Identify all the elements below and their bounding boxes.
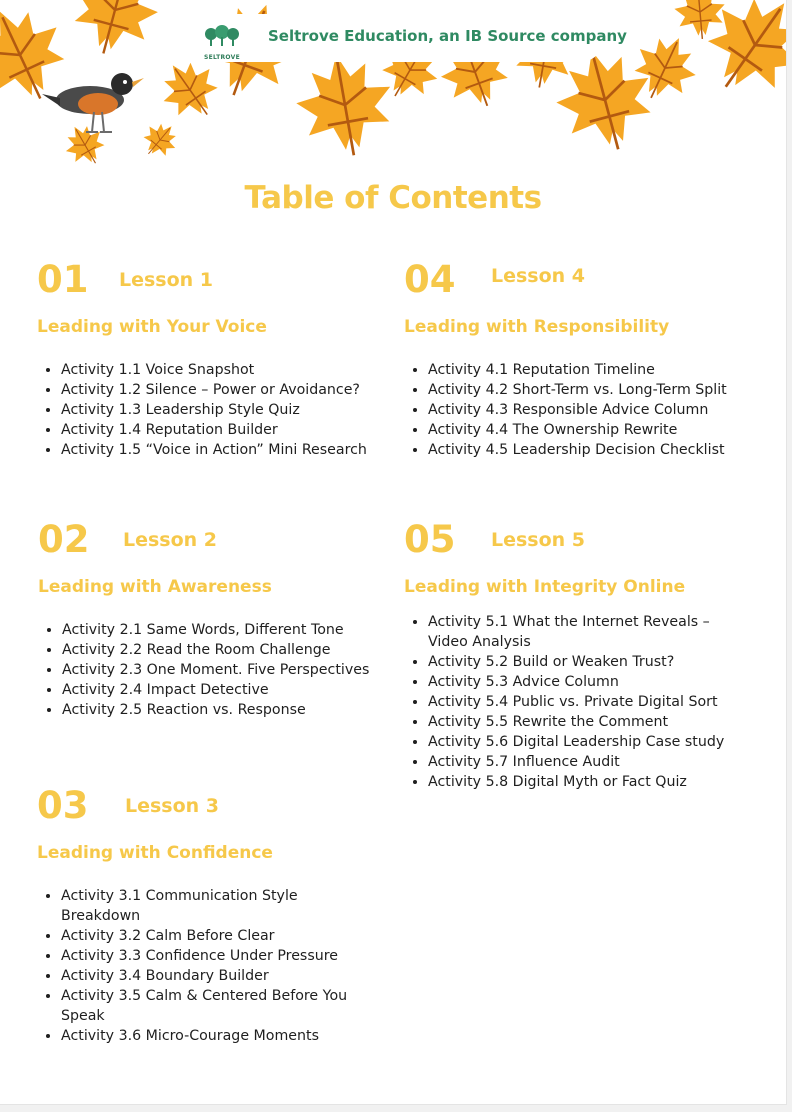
activity-list [45,360,367,460]
brand-name: Seltrove Education, an IB Source company [268,27,627,45]
seltrove-logo-icon [202,24,242,54]
activity-item: • Activity 1.5 “Voice in Action” Mini Research [61,440,367,460]
viewer-edge-bottom [0,1104,792,1112]
activity-item: • Activity 3.5 Calm & Centered Before You Speak [61,986,371,1026]
lesson-title: Leading with Awareness [38,577,272,597]
lesson-section-1 [37,258,397,478]
logo-text: SELTROVE [203,54,241,61]
activity-item: • Activity 1.2 Silence – Power or Avoidance? [61,380,367,400]
lesson-title: Leading with Confidence [37,843,273,863]
activity-item: • Activity 1.4 Reputation Builder [61,420,367,440]
activity-list [45,886,371,1046]
activity-item: • Activity 3.3 Confidence Under Pressure [61,946,371,966]
activity-item: • Activity 5.5 Rewrite the Comment [428,712,738,732]
lesson-number: 04 [404,258,456,301]
lesson-number: 02 [38,518,90,561]
activity-item: • Activity 3.1 Communication Style Breakdown [61,886,371,926]
lesson-section-2 [38,518,398,738]
activity-list [412,360,727,460]
lesson-label: Lesson 4 [491,265,586,287]
lesson-label: Lesson 5 [491,529,586,551]
lesson-title: Leading with Your Voice [37,317,267,337]
activity-item: • Activity 5.1 What the Internet Reveals – Video Analysis [428,612,738,652]
activity-item: • Activity 1.3 Leadership Style Quiz [61,400,367,420]
activity-item: • Activity 2.3 One Moment. Five Perspectives [62,660,369,680]
activity-item: • Activity 5.3 Advice Column [428,672,738,692]
activity-item: • Activity 5.8 Digital Myth or Fact Quiz [428,772,738,792]
lesson-label: Lesson 3 [125,795,220,817]
page-title: Table of Contents [244,180,542,216]
activity-item: • Activity 2.2 Read the Room Challenge [62,640,369,660]
lesson-number: 05 [404,518,456,561]
lesson-label: Lesson 1 [119,269,214,291]
activity-item: • Activity 4.2 Short-Term vs. Long-Term Split [428,380,727,400]
activity-item: • Activity 1.1 Voice Snapshot [61,360,367,380]
lesson-label: Lesson 2 [123,529,218,551]
lesson-number: 03 [37,784,89,827]
activity-item: • Activity 5.2 Build or Weaken Trust? [428,652,738,672]
lesson-number: 01 [37,258,89,301]
activity-item: • Activity 4.3 Responsible Advice Column [428,400,727,420]
activity-item: • Activity 2.1 Same Words, Different Tone [62,620,369,640]
lesson-section-4 [404,258,774,478]
activity-item: • Activity 4.5 Leadership Decision Checklist [428,440,727,460]
activity-item: • Activity 5.4 Public vs. Private Digital Sort [428,692,738,712]
activity-item: • Activity 3.4 Boundary Builder [61,966,371,986]
lesson-title: Leading with Integrity Online [404,577,686,597]
activity-item: • Activity 3.6 Micro-Courage Moments [61,1026,371,1046]
activity-item: • Activity 5.7 Influence Audit [428,752,738,772]
lesson-title: Leading with Responsibility [404,317,670,337]
lesson-section-3 [37,784,397,1044]
brand-banner [196,14,627,62]
lesson-section-5 [404,518,774,818]
activity-item: • Activity 2.5 Reaction vs. Response [62,700,369,720]
activity-list [46,620,369,720]
activity-list [412,612,738,792]
activity-item: • Activity 2.4 Impact Detective [62,680,369,700]
activity-item: • Activity 5.6 Digital Leadership Case study [428,732,738,752]
activity-item: • Activity 4.1 Reputation Timeline [428,360,727,380]
robin-bird-icon [42,73,144,132]
activity-item: • Activity 3.2 Calm Before Clear [61,926,371,946]
activity-item: • Activity 4.4 The Ownership Rewrite [428,420,727,440]
